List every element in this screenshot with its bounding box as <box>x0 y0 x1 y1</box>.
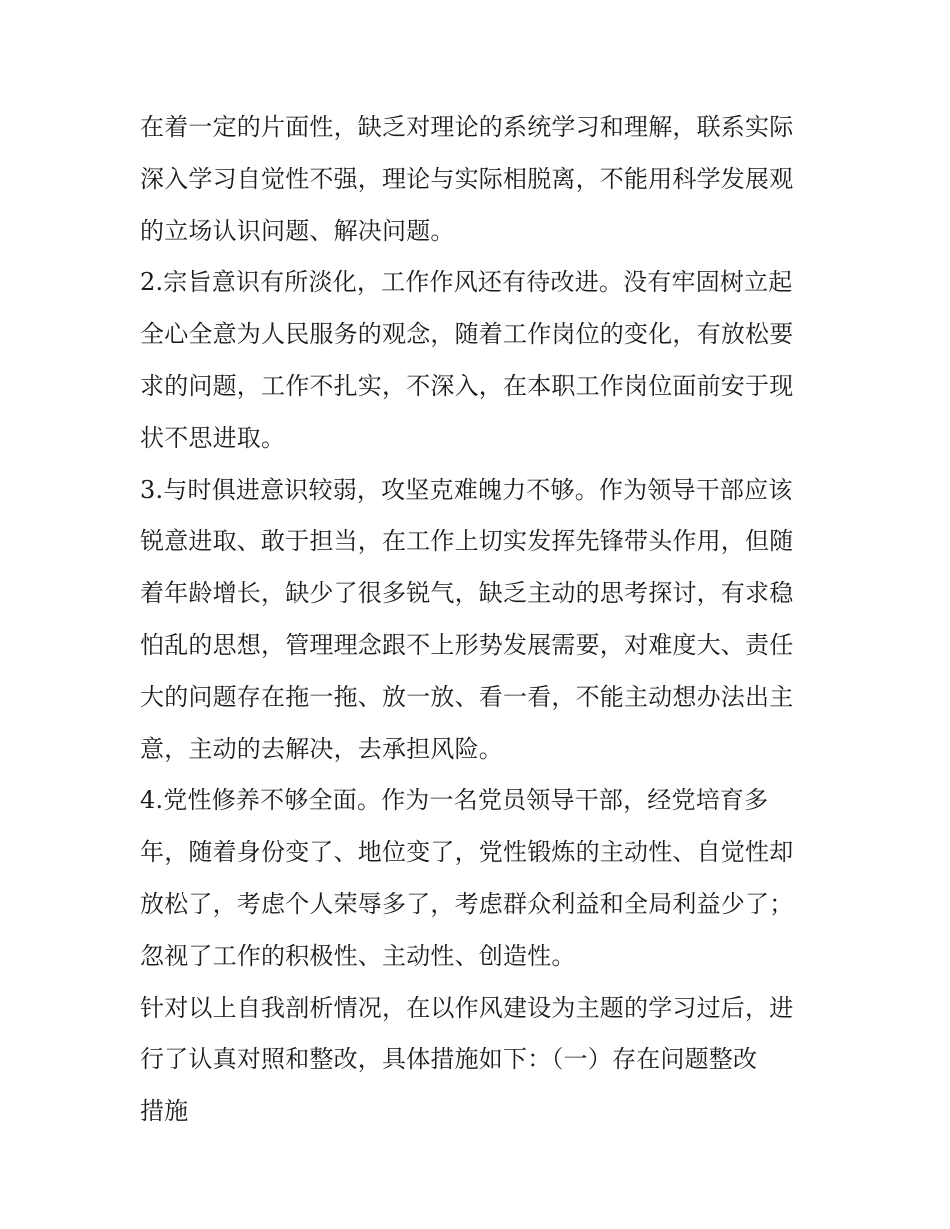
text-line: 忽视了工作的积极性、主动性、创造性。 <box>140 941 576 970</box>
text-line: 行了认真对照和整改，具体措施如下：（一）存在问题整改 <box>140 1045 758 1074</box>
text-line: 4.党性修养不够全面。作为一名党员领导干部，经党培育多 <box>140 786 769 815</box>
text-line: 锐意进取、敢于担当，在工作上切实发挥先锋带头作用，但随 <box>140 527 794 556</box>
text-line: 的立场认识问题、解决问题。 <box>140 216 455 245</box>
text-line: 2.宗旨意识有所淡化，工作作风还有待改进。没有牢固树立起 <box>140 268 793 297</box>
text-line: 在着一定的片面性，缺乏对理论的系统学习和理解，联系实际 <box>140 113 794 141</box>
text-line: 全心全意为人民服务的观念，随着工作岗位的变化，有放松要 <box>140 320 794 349</box>
text-line: 状不思进取。 <box>140 423 286 452</box>
text-line: 3.与时俱进意识较弱，攻坚克难魄力不够。作为领导干部应该 <box>140 475 793 504</box>
text-line: 着年龄增长，缺少了很多锐气，缺乏主动的思考探讨，有求稳 <box>140 579 794 608</box>
text-line: 放松了，考虑个人荣辱多了，考虑群众利益和全局利益少了； <box>140 889 794 918</box>
text-line: 年，随着身份变了、地位变了，党性锻炼的主动性、自觉性却 <box>140 838 794 867</box>
text-line: 深入学习自觉性不强，理论与实际相脱离，不能用科学发展观 <box>140 164 794 193</box>
text-line: 针对以上自我剖析情况，在以作风建设为主题的学习过后，进 <box>140 993 794 1022</box>
text-line: 怕乱的思想，管理理念跟不上形势发展需要，对难度大、责任 <box>140 630 794 659</box>
text-line: 求的问题，工作不扎实，不深入，在本职工作岗位面前安于现 <box>140 371 794 400</box>
document-body <box>140 102 820 1138</box>
text-line: 措施 <box>140 1097 189 1126</box>
text-line: 大的问题存在拖一拖、放一放、看一看，不能主动想办法出主 <box>140 682 794 711</box>
text-line: 意，主动的去解决，去承担风险。 <box>140 734 503 763</box>
